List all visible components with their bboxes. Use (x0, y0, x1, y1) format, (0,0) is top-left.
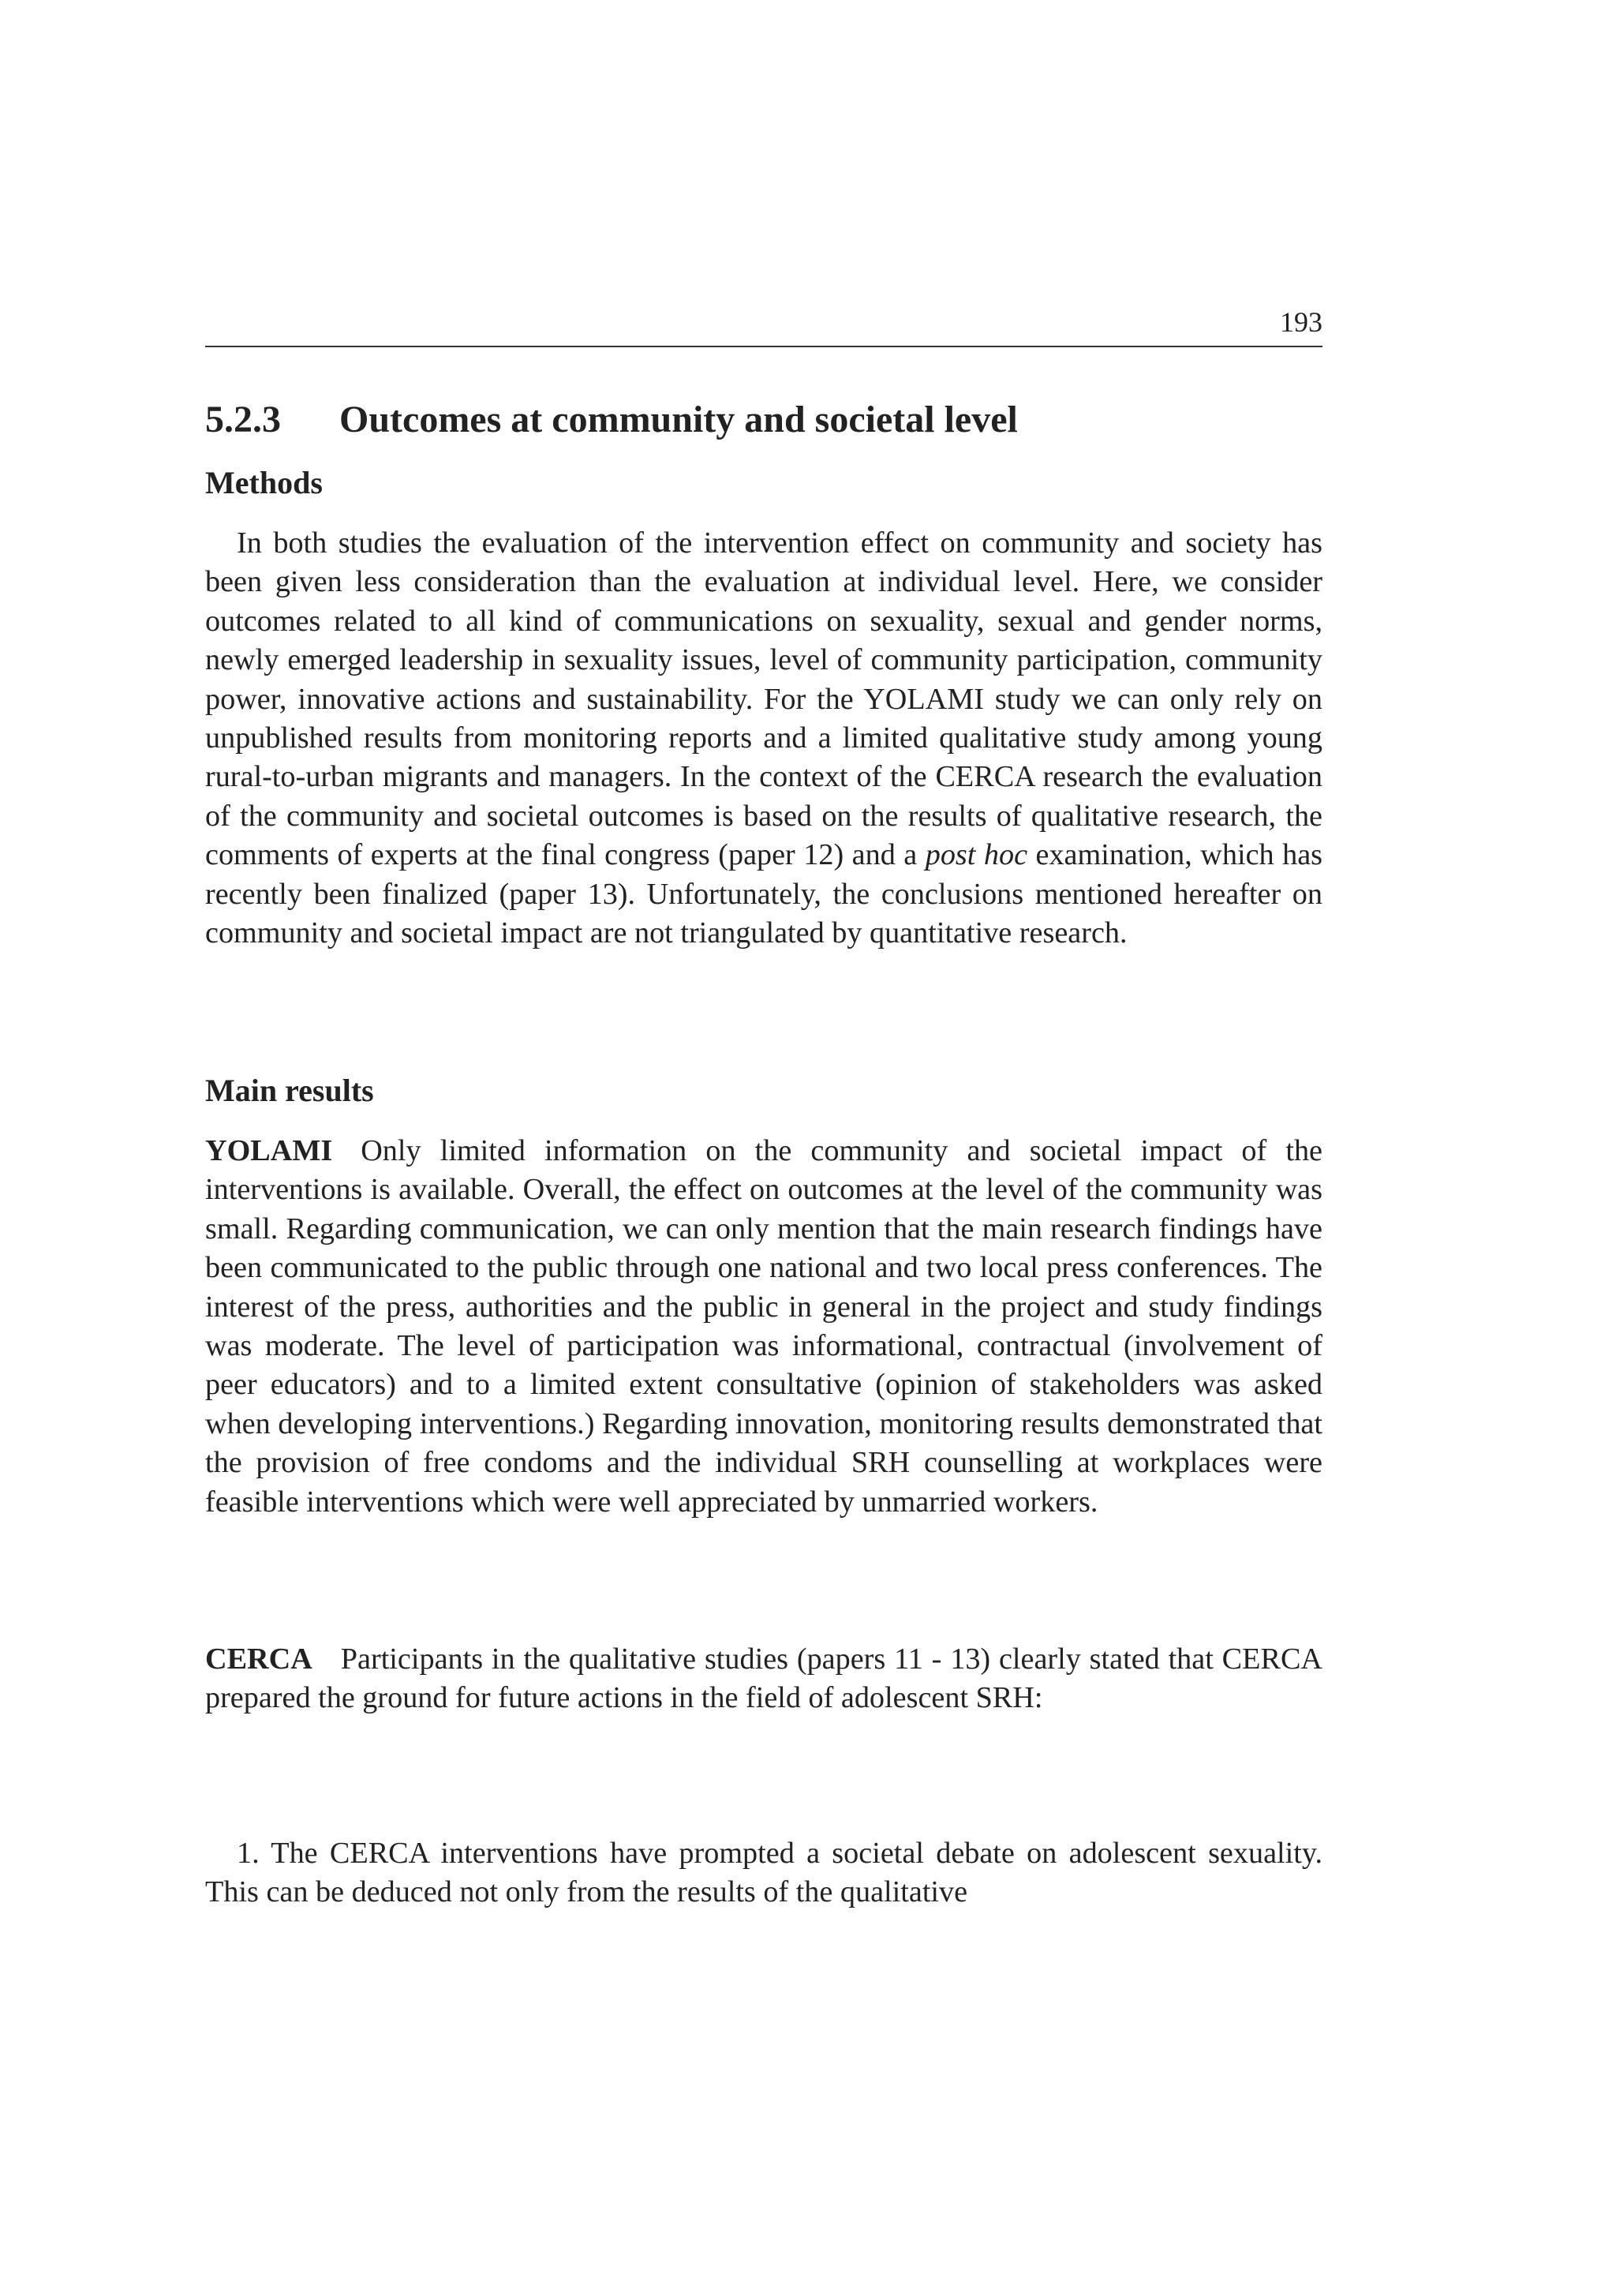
yolami-text: Only limited information on the community and societal impact of the interventions is available. Overall, the effect on outcomes at the level of the community was small. Regarding communication, we can only mention that the main research findings have been communicated to the public through one national and two local press conferences. The interest of the press, authorities and the public in general in the project and study findings was moderate. The level of participation was informational, contractual (involvement of peer educators) and to a limited extent consultative (opinion of stakeholders was asked when developing interventions.) Regarding innovation, monitoring results demonstrated that the provision of free condoms and the individual SRH counselling at workplaces were feasible interventions which were well appreciated by unmarried workers. (205, 1134, 1322, 1519)
section-number: 5.2.3 (205, 399, 281, 440)
section-title (205, 398, 1018, 442)
main-results-heading: Main results (205, 1073, 374, 1108)
section-title-text: Outcomes at community and societal level (339, 399, 1018, 440)
methods-text-part2: examination, which has recently been finalized (paper 13). Unfortunately, the conclusions mentioned hereafter on community and societal impact are not triangulated by quantitative research. (205, 838, 1323, 950)
methods-paragraph (205, 524, 1322, 953)
methods-text-italic: post hoc (925, 838, 1028, 872)
cerca-label: CERCA (205, 1642, 312, 1676)
methods-text-part1: In both studies the evaluation of the intervention effect on community and society has been given less consideration than the evaluation at individual level. Here, we consider outcomes related to all kind of communications on sexuality, sexual and gender norms, newly emerged leadership in sexuality issues, level of community participation, community power, innovative actions and sustainability. For the YOLAMI study we can only rely on unpublished results from monitoring reports and a limited qualitative study among young rural-to-urban migrants and managers. In the context of the CERCA research the evaluation of the community and societal outcomes is based on the results of qualitative research, the comments of experts at the final congress (paper 12) and a (205, 526, 1322, 872)
yolami-label: YOLAMI (205, 1134, 333, 1167)
yolami-paragraph (205, 1132, 1322, 1522)
list-item-marker: 1. (237, 1837, 260, 1870)
page-number: 193 (1280, 306, 1322, 338)
cerca-paragraph (205, 1640, 1322, 1718)
cerca-text: Participants in the qualitative studies (papers 11 - 13) clearly stated that CERCA prepared the ground for future actions in the field of adolescent SRH: (205, 1642, 1322, 1715)
list-item-text: The CERCA interventions have prompted a societal debate on adolescent sexuality. This can be deduced not only from the results of the qualitative (205, 1837, 1323, 1909)
methods-heading: Methods (205, 465, 323, 500)
list-item (205, 1834, 1322, 1912)
running-header (205, 300, 1322, 347)
